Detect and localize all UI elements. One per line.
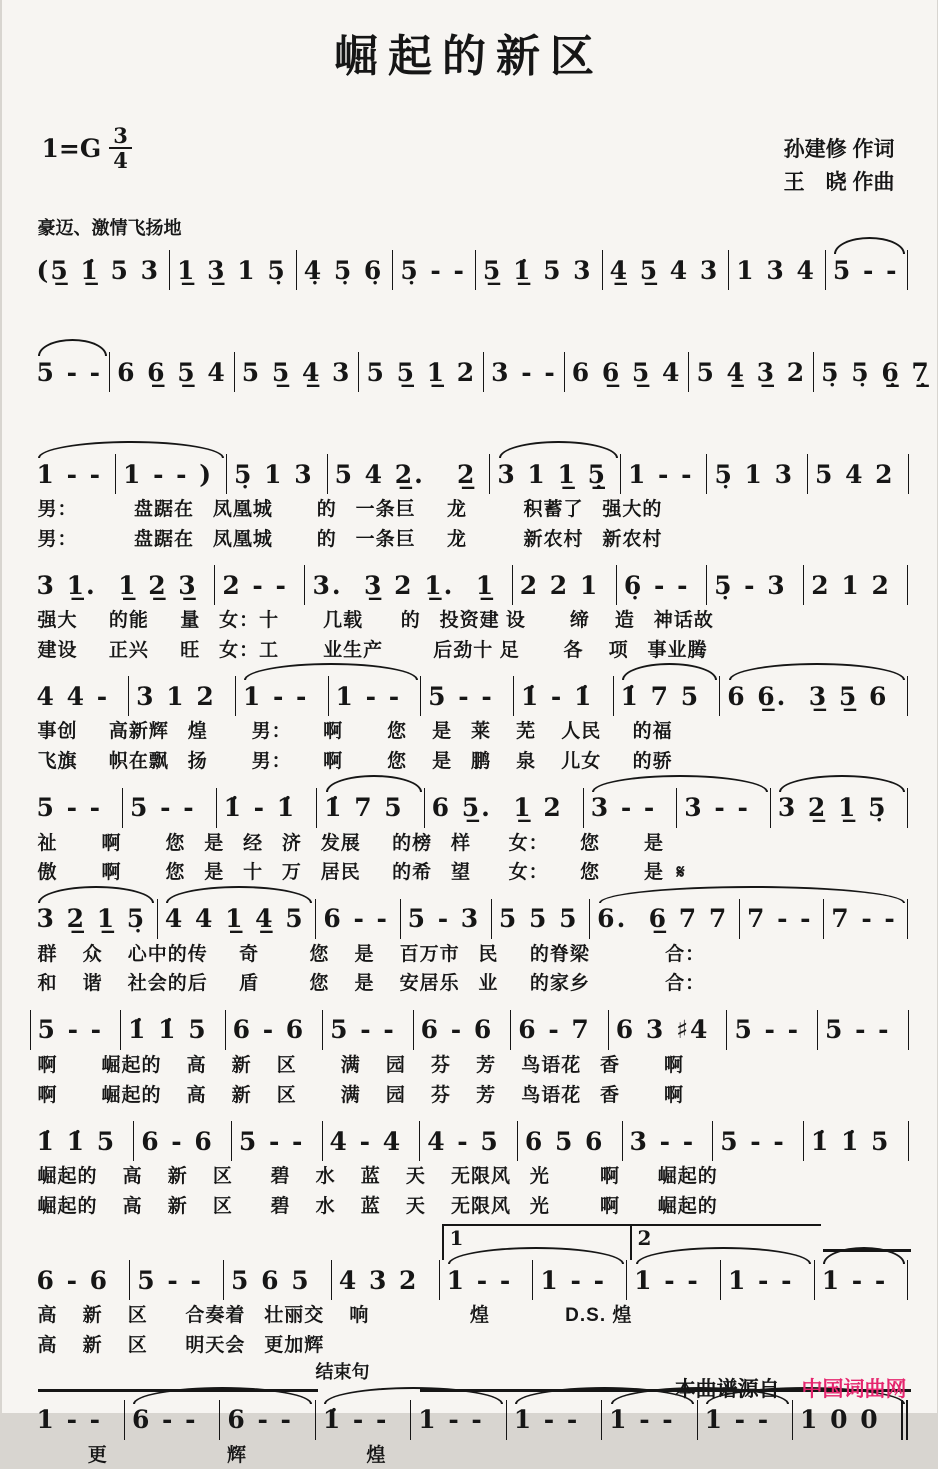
- lyric-line: 崛起的 高 新 区 碧 水 蓝 天 无限风 光 啊 崛起的: [38, 1164, 909, 1191]
- lyric-line: 男： 盘踞在 凤凰城 的 一条巨 龙 新农村 新农村: [38, 527, 909, 554]
- slur-tie-arc: [599, 886, 905, 903]
- measure-row: [30, 788, 909, 828]
- measure: 6 - 6: [30, 1260, 131, 1300]
- score: [2, 250, 937, 1469]
- lyric-line: 崛起的 高 新 区 碧 水 蓝 天 无限风 光 啊 崛起的: [38, 1194, 909, 1221]
- measure: 6 - -: [220, 1400, 315, 1440]
- measure: 5̣ 1 3: [227, 454, 328, 494]
- measure: 1 - -: [627, 1260, 721, 1300]
- slur-tie-arc: [326, 775, 422, 792]
- section-overline: [38, 1389, 318, 1392]
- measure: 1 - - ): [116, 454, 227, 494]
- slur-tie-arc: [729, 663, 905, 680]
- measure: 1 - -: [507, 1400, 602, 1440]
- measure: 1̇ 1̇ 5: [804, 1121, 909, 1161]
- composer-credit: 王 晓 作曲: [784, 167, 895, 200]
- measure-row: [30, 1121, 909, 1161]
- measure: 1 - -: [602, 1400, 697, 1440]
- measure: 7 - -: [740, 899, 824, 939]
- score-line: [30, 1010, 909, 1109]
- measure: 1 - -: [236, 676, 329, 716]
- measure: 5 4 2̲. 2̲: [328, 454, 491, 494]
- measure: 6 - -: [316, 899, 400, 939]
- measure: 3. 3̲ 2 1̲. 1̲: [305, 565, 512, 605]
- lyric-line: 傲 啊 您 是 十 万 居民 的希 望 女： 您 是 𝄋: [38, 860, 909, 887]
- footer-source-site: 中国词曲网: [802, 1378, 907, 1401]
- measure: 6 - 6: [414, 1010, 512, 1050]
- measure: 6 6̲. 3̲ 5̲ 6: [720, 676, 908, 716]
- measure: 5 - -: [30, 788, 124, 828]
- measure: 1 - -: [411, 1400, 506, 1440]
- measure: 5 5̲ 4̲ 3: [235, 352, 360, 392]
- measure: 5 - -: [727, 1010, 818, 1050]
- score-line: [30, 899, 909, 998]
- score-line: [30, 1400, 909, 1469]
- slur-tie-arc: [622, 663, 717, 680]
- lyric-line: 啊 崛起的 高 新 区 满 园 芬 芳 鸟语花 香 啊: [38, 1053, 909, 1080]
- score-line: [30, 1260, 909, 1359]
- measure: 5 - -: [232, 1121, 323, 1161]
- lyric-line: 男： 盘踞在 凤凰城 的 一条巨 龙 积蓄了 强大的: [38, 497, 909, 524]
- measure-row: [30, 1260, 909, 1300]
- score-line: [30, 352, 909, 392]
- slur-tie-arc: [38, 886, 154, 903]
- measure-row: [30, 352, 909, 392]
- score-line: [30, 454, 909, 553]
- score-line: [30, 565, 909, 664]
- measure: 1̇ - -: [316, 1400, 411, 1440]
- measure: 3 1̲. 1̲ 2̲ 3̲: [30, 565, 216, 605]
- measure-row: [30, 676, 909, 716]
- measure: 6 - 6: [134, 1121, 232, 1161]
- measure: 1 3 4: [729, 250, 826, 290]
- ending-phrase-label: 结束句: [316, 1358, 370, 1384]
- measure: 4 4 1̲ 4̲ 5: [158, 899, 316, 939]
- measure: 5 - -: [130, 1260, 224, 1300]
- section-overline: [823, 1249, 911, 1252]
- lyric-line: 飞旗 帜在飘 扬 男： 啊 您 是 鹏 泉 儿女 的骄: [38, 749, 909, 776]
- measure: 7 - -: [824, 899, 908, 939]
- score-line: [30, 1121, 909, 1220]
- lyricist-credit: 孙建修 作词: [784, 134, 895, 167]
- slur-tie-arc: [499, 441, 618, 458]
- measure: 1 - -: [698, 1400, 793, 1440]
- meta-row: [2, 110, 937, 214]
- measure: 5 - -: [826, 250, 909, 290]
- measure: 5̣ - 3: [707, 565, 804, 605]
- score-line: [30, 250, 909, 290]
- time-denominator: 4: [113, 149, 128, 172]
- slur-tie-arc: [38, 339, 107, 356]
- measure: 3 - -: [677, 788, 771, 828]
- measure: 6 3 ♯4: [609, 1010, 728, 1050]
- measure: 2 2 1: [513, 565, 617, 605]
- slur-tie-arc: [244, 663, 418, 680]
- measure: 5̣ 1 3: [707, 454, 808, 494]
- measure: 5̲ 1̲̇ 5 3: [476, 250, 603, 290]
- measure: 4 4 -: [30, 676, 130, 716]
- measure: 1 - -: [30, 1400, 125, 1440]
- measure: 5 - -: [30, 352, 111, 392]
- lyric-line: 事创 高新辉 煌 男： 啊 您 是 莱 芜 人民 的福: [38, 719, 909, 746]
- lyric-line: 建设 正兴 旺 女：工 业生产 后劲十 足 各 项 事业腾: [38, 638, 909, 665]
- measure: 5̣ 5̣ 6̣̲ 7̣̲: [814, 352, 938, 392]
- measure: 6. 6̲ 7 7: [590, 899, 740, 939]
- measure: 1 - -: [440, 1260, 534, 1300]
- measure: 1 0 0: [793, 1400, 908, 1440]
- measure: 1̇ - 1̇: [514, 676, 614, 716]
- credits: [784, 134, 895, 199]
- measure: 5 4 2: [808, 454, 909, 494]
- footer: [675, 1373, 907, 1403]
- measure: 1 - -: [621, 454, 708, 494]
- measure: 5 - -: [323, 1010, 414, 1050]
- key-signature: [42, 124, 132, 172]
- measure: 5 - -: [421, 676, 514, 716]
- measure: 1 - -: [533, 1260, 627, 1300]
- lyric-line: 群 众 心中的传 奇 您 是 百万市 民 的脊梁 合：: [38, 942, 909, 969]
- slur-tie-arc: [592, 775, 768, 792]
- measure: 5̣ - -: [393, 250, 476, 290]
- measure: 3 - -: [484, 352, 565, 392]
- measure: 1 - -: [329, 676, 422, 716]
- volta-bracket: 2: [630, 1224, 821, 1260]
- measure: (5̲ 1̲̇ 5 3: [30, 250, 171, 290]
- key-label: 1=G: [42, 134, 102, 163]
- measure: 5 - -: [30, 1010, 122, 1050]
- measure: 5 5̲ 1̲ 2: [359, 352, 484, 392]
- measure-row: [30, 454, 909, 494]
- measure: 1̇ 1̇ 5: [30, 1121, 135, 1161]
- measure: 5 6 5: [224, 1260, 332, 1300]
- footer-source-prefix: 本曲谱源自: [675, 1378, 780, 1401]
- score-line: [30, 788, 909, 887]
- measure: 3 - -: [584, 788, 678, 828]
- lyric-line: 强大 的能 量 女：十 几载 的 投资建 设 缔 造 神话故: [38, 608, 909, 635]
- measure: 6 6̲ 5̲ 4: [565, 352, 690, 392]
- measure: 1̇ 1̇ 5: [121, 1010, 226, 1050]
- measure: 3 2̲ 1̲ 5̣: [30, 899, 158, 939]
- score-line: [30, 676, 909, 775]
- measure: 5 5 5: [492, 899, 590, 939]
- measure: 1̲ 3̲ 1 5̣: [170, 250, 297, 290]
- lyric-line: 更 辉 煌: [38, 1443, 909, 1469]
- lyric-line: 祉 啊 您 是 经 济 发展 的榜 样 女： 您 是: [38, 831, 909, 858]
- song-title: 崛起的新区: [2, 0, 937, 84]
- measure: 6̣ - -: [617, 565, 707, 605]
- measure: 4 3 2: [332, 1260, 440, 1300]
- measure: 2 1 2: [804, 565, 908, 605]
- measure-row: [30, 1400, 909, 1440]
- measure: 3 - -: [623, 1121, 714, 1161]
- measure-row: [30, 899, 909, 939]
- time-numerator: 3: [109, 124, 132, 149]
- measure: 1 - -: [30, 454, 117, 494]
- measure: 2 - -: [215, 565, 305, 605]
- volta-bracket: 1: [442, 1224, 634, 1260]
- measure: 6 5 6: [518, 1121, 623, 1161]
- measure: 1̇ 7 5: [614, 676, 721, 716]
- measure: 5 - -: [713, 1121, 804, 1161]
- measure: 5 4̲ 3̲ 2: [689, 352, 814, 392]
- slur-tie-arc: [166, 886, 312, 903]
- sheet-music-page: [2, 0, 937, 1413]
- measure: 6 - 6: [226, 1010, 324, 1050]
- lyric-line: 高 新 区 明天会 更加辉: [38, 1333, 909, 1360]
- measure: 5 - 3: [401, 899, 492, 939]
- measure: 6 - -: [125, 1400, 220, 1440]
- measure: 5 - -: [123, 788, 217, 828]
- measure: 1 - -: [815, 1260, 909, 1300]
- measure-row: [30, 250, 909, 290]
- measure: 3 1 1̲ 5̣̲: [490, 454, 621, 494]
- measure: 4̣ 5̣ 6̣: [297, 250, 394, 290]
- measure-row: [30, 1010, 909, 1050]
- measure: 1̇ - 1̇: [217, 788, 318, 828]
- tempo-marking: 豪迈、激情飞扬地: [38, 214, 937, 240]
- slur-tie-arc: [38, 441, 224, 458]
- measure: 4 - 4: [323, 1121, 421, 1161]
- lyric-line: 和 谐 社会的后 盾 您 是 安居乐 业 的家乡 合：: [38, 971, 909, 998]
- measure: 6 6̲ 5̲ 4: [110, 352, 235, 392]
- lyric-line: 高 新 区 合奏着 壮丽交 响 煌 D.S. 煌: [38, 1303, 909, 1330]
- lyric-line: 啊 崛起的 高 新 区 满 园 芬 芳 鸟语花 香 啊: [38, 1083, 909, 1110]
- measure: 3 2̲ 1̲ 5̣: [771, 788, 909, 828]
- measure: 4̲ 5̲ 4 3: [603, 250, 730, 290]
- measure-row: [30, 565, 909, 605]
- measure: 1 - -: [721, 1260, 815, 1300]
- measure: 5 - -: [818, 1010, 909, 1050]
- slur-tie-arc: [779, 775, 905, 792]
- measure: 3 1 2: [129, 676, 236, 716]
- measure: 6 5̲. 1̲ 2: [425, 788, 584, 828]
- time-signature: [109, 124, 132, 172]
- measure: 6 - 7: [511, 1010, 609, 1050]
- measure: 1̇ 7 5: [317, 788, 425, 828]
- measure: 4 - 5: [420, 1121, 518, 1161]
